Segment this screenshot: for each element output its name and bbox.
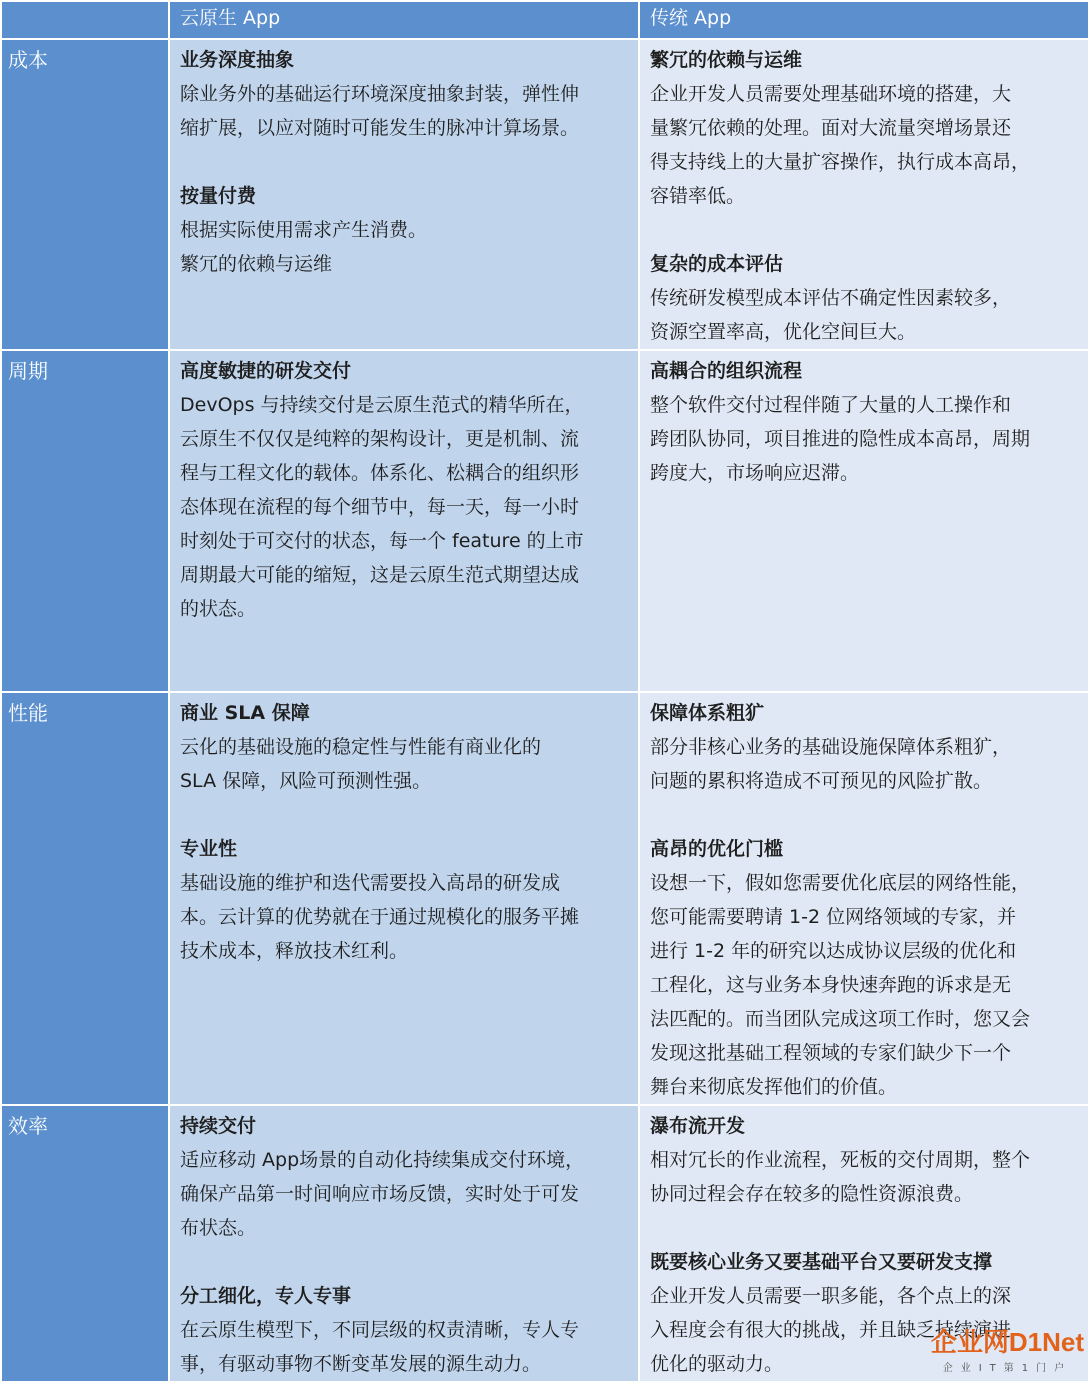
row-label: 成本 <box>8 48 48 72</box>
point-text: 相对冗长的作业流程，死板的交付周期，整个 协同过程会存在较多的隐性资源浪费。 <box>650 1149 1031 1205</box>
row-label: 效率 <box>8 1114 48 1138</box>
point-title: 分工细化，专人专事 <box>180 1285 352 1307</box>
point-title: 持续交付 <box>180 1115 257 1137</box>
table-row-performance <box>1 692 1088 1105</box>
point-block <box>650 1245 1080 1381</box>
header-row <box>1 1 1088 39</box>
point-text: 部分非核心业务的基础设施保障体系粗犷， 问题的累积将造成不可预见的风险扩散。 <box>650 736 1012 792</box>
point-text: 整个软件交付过程伴随了大量的人工操作和 跨团队协同，项目推进的隐性成本高昂，周期 跨度大，市场响应迟滞。 <box>650 394 1031 484</box>
point-title: 业务深度抽象 <box>180 49 295 71</box>
point-block <box>180 832 630 968</box>
point-title: 商业 SLA 保障 <box>180 702 310 724</box>
point-title: 高耦合的组织流程 <box>650 360 803 382</box>
point-block <box>650 1109 1080 1211</box>
traditional-cell <box>639 39 1088 350</box>
header-corner <box>1 1 169 39</box>
point-text: 在云原生模型下，不同层级的权责清晰，专人专 事，有驱动事物不断变革发展的源生动力。 <box>180 1319 580 1375</box>
point-title: 复杂的成本评估 <box>650 253 784 275</box>
point-text: 传统研发模型成本评估不确定性因素较多， 资源空置率高，优化空间巨大。 <box>650 287 1012 343</box>
cloud-native-cell <box>169 692 639 1105</box>
cloud-native-cell <box>169 350 639 692</box>
point-title: 按量付费 <box>180 185 257 207</box>
cloud-native-cell <box>169 39 639 350</box>
point-block <box>650 354 1080 490</box>
point-block <box>650 832 1080 1104</box>
point-block <box>180 179 630 281</box>
point-block <box>180 354 630 626</box>
point-block <box>180 696 630 798</box>
row-label-cell <box>1 1105 169 1382</box>
point-text: 适应移动 App场景的自动化持续集成交付环境， 确保产品第一时间响应市场反馈，实时处于可发 布状态。 <box>180 1149 585 1239</box>
point-text: 企业开发人员需要处理基础环境的搭建，大 量繁冗依赖的处理。面对大流量突增场景还 得支持线上的大量扩容操作，执行成本高昂， 容错率低。 <box>650 83 1031 207</box>
point-block <box>180 1279 630 1381</box>
watermark-tagline: 企业IT第1门户 <box>942 1363 1073 1374</box>
point-text: 根据实际使用需求产生消费。 繁冗的依赖与运维 <box>180 219 428 275</box>
point-block <box>180 1109 630 1245</box>
row-label-cell <box>1 39 169 350</box>
point-text: 基础设施的维护和迭代需要投入高昂的研发成 本。云计算的优势就在于通过规模化的服务平摊 技术成本，释放技术红利。 <box>180 872 580 962</box>
point-text: 云化的基础设施的稳定性与性能有商业化的 SLA 保障，风险可预测性强。 <box>180 736 542 792</box>
point-text: 除业务外的基础运行环境深度抽象封装，弹性伸 缩扩展，以应对随时可能发生的脉冲计算场景。 <box>180 83 580 139</box>
point-title: 专业性 <box>180 838 238 860</box>
point-block <box>650 696 1080 798</box>
traditional-cell <box>639 350 1088 692</box>
row-label: 性能 <box>8 701 48 725</box>
traditional-cell <box>639 1105 1088 1382</box>
point-text: 企业开发人员需要一职多能，各个点上的深 入程度会有很大的挑战，并且缺乏持续演进 优化的驱动力。 <box>650 1285 1012 1375</box>
point-title: 既要核心业务又要基础平台又要研发支撑 <box>650 1251 993 1273</box>
table-row-efficiency <box>1 1105 1088 1382</box>
point-title: 保障体系粗犷 <box>650 702 765 724</box>
watermark-logo-text: 企业网D1Net <box>930 1327 1084 1357</box>
header-traditional <box>639 1 1088 39</box>
point-text: DevOps 与持续交付是云原生范式的精华所在， 云原生不仅仅是纯粹的架构设计，更是机制、流 程与工程文化的载体。体系化、松耦合的组织形 态体现在流程的每个细节中，每一天，每一小时 时刻处于可交付的状态，每一个 feature 的上市 周期最大可能的缩短，这是云原生范式期望达成 的状态。 <box>180 394 584 620</box>
row-label-cell <box>1 692 169 1105</box>
table-row-cost <box>1 39 1088 350</box>
point-title: 高度敏捷的研发交付 <box>180 360 352 382</box>
header-traditional-label: 传统 App <box>650 7 732 29</box>
row-label-cell <box>1 350 169 692</box>
point-block <box>650 247 1080 349</box>
point-title: 瀑布流开发 <box>650 1115 746 1137</box>
point-title: 繁冗的依赖与运维 <box>650 49 803 71</box>
header-cloud-native <box>169 1 639 39</box>
table-row-cycle <box>1 350 1088 692</box>
header-cloud-native-label: 云原生 App <box>180 7 281 29</box>
row-label: 周期 <box>8 359 48 383</box>
point-title: 高昂的优化门槛 <box>650 838 784 860</box>
point-text: 设想一下，假如您需要优化底层的网络性能， 您可能需要聘请 1-2 位网络领域的专家，并 进行 1-2 年的研究以达成协议层级的优化和 工程化，这与业务本身快速奔跑的诉求是无 法匹配的。而当团队完成这项工作时，您又会 发现这批基础工程领域的专家们缺少下一个 舞台来彻底发挥他们的价值。 <box>650 872 1031 1098</box>
point-block <box>650 43 1080 213</box>
traditional-cell <box>639 692 1088 1105</box>
point-block <box>180 43 630 145</box>
cloud-native-cell <box>169 1105 639 1382</box>
